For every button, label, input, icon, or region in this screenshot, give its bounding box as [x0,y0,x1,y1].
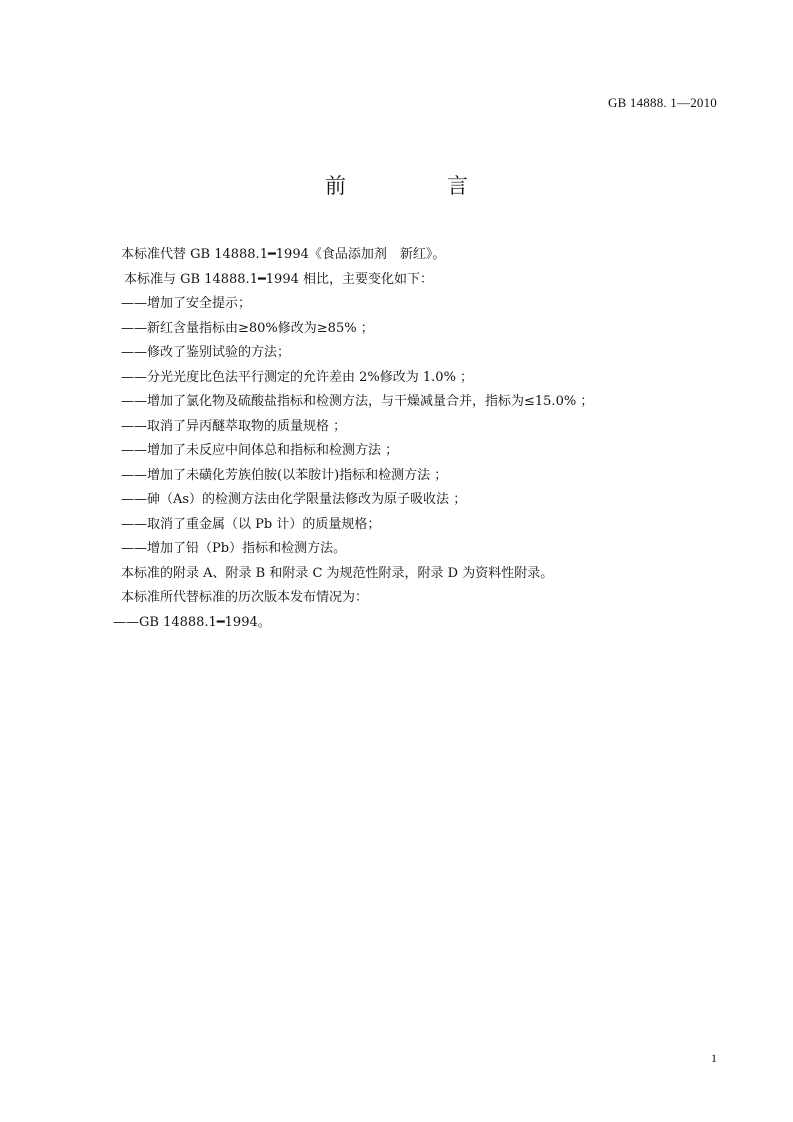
change-item: ——砷（As）的检测方法由化学限量法修改为原子吸收法 ； [121,492,467,507]
change-item: ——取消了重金属（以 Pb 计）的质量规格； [121,516,381,532]
change-item: ——增加了铅（Pb）指标和检测方法。 [121,541,347,556]
change-item: ——取消了异丙醚萃取物的质量规格 ； [121,418,347,434]
change-item: ——增加了安全提示； [121,296,252,311]
change-item: ——修改了鉴别试验的方法； [121,345,291,360]
change-item: ——新红含量指标由≥80%修改为≥85% ； [121,320,374,336]
paragraph-replaces: 本标准代替 GB 14888.1━1994《食品添加剂 新红》。 [121,247,446,262]
page-title: 前 言 [325,174,508,198]
standard-number: GB 14888. 1—2010 [607,95,717,110]
change-item: ——分光光度比色法平行测定的允许差由 2%修改为 1.0% ； [121,369,474,385]
paragraph-history-intro: 本标准所代替标准的历次版本发布情况为： [121,590,369,605]
change-item: ——增加了未反应中间体总和指标和检测方法 ； [121,443,399,458]
page-number: 1 [711,1051,717,1065]
change-item: ——增加了氯化物及硫酸盐指标和检测方法，与干燥减量合并，指标为≤15.0% ； [121,394,594,409]
history-item: ——GB 14888.1━1994。 [113,614,271,630]
document-body [0,243,793,635]
change-item: ——增加了未磺化芳族伯胺(以苯胺计)指标和检测方法 ； [121,467,448,483]
paragraph-appendices: 本标准的附录 A、附录 B 和附录 C 为规范性附录，附录 D 为资料性附录。 [121,565,554,581]
paragraph-changes-intro: 本标准与 GB 14888.1━1994 相比，主要变化如下： [124,271,434,287]
